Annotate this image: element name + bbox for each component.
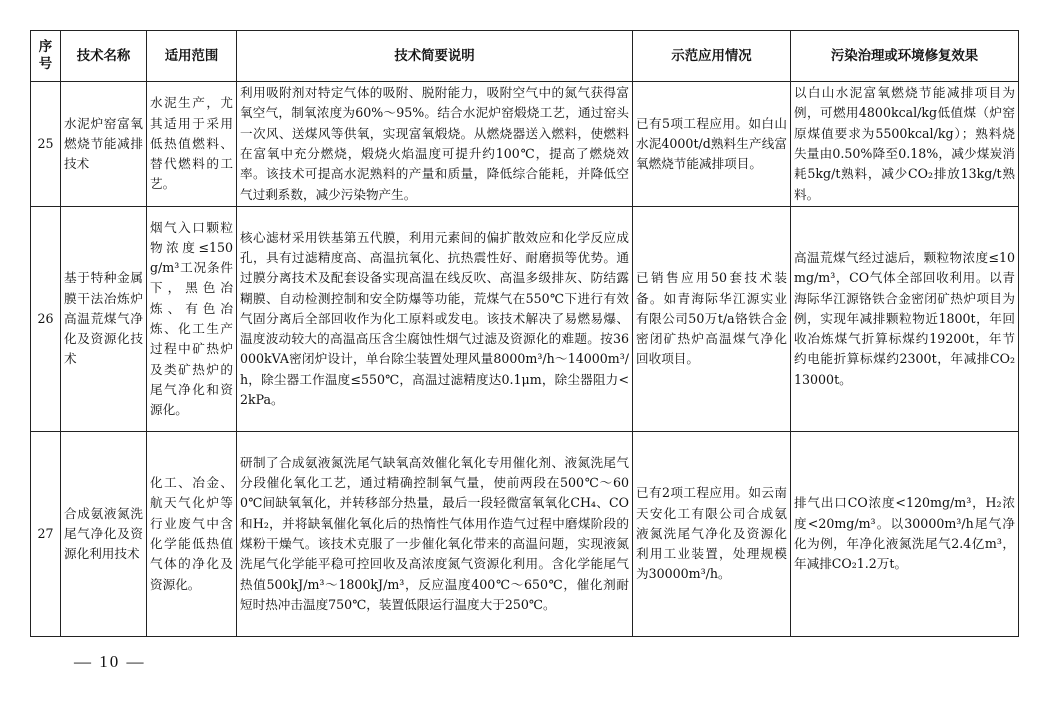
- demo-application: 已销售应用50套技术装备。如青海际华江源实业有限公司50万t/a铬铁合金密闭矿热炉高温煤气净化回收项目。: [633, 207, 791, 432]
- row-number: 25: [31, 82, 61, 207]
- description: 核心滤材采用铁基第五代膜，利用元素间的偏扩散效应和化学反应成孔，具有过滤精度高、高温抗氧化、抗热震性好、耐磨损等优势。通过膜分离技术及配套设备实现高温在线反吹、高温多级排灰、防结露糊膜、自动检测控制和安全防爆等功能，荒煤气在550℃下进行有效气固分离后全部回收作为化工原料或发电。该技术解决了易燃易爆、温度波动较大的高温高压含尘腐蚀性烟气过滤及资源化的难题。按36000kVA密闭炉设计，单台除尘装置处理风量8000m³/h～14000m³/h，除尘器工作温度≤550℃，高温过滤精度达0.1μm，除尘器阻力<2kPa。: [237, 207, 633, 432]
- description: 研制了合成氨液氮洗尾气缺氧高效催化氧化专用催化剂、液氮洗尾气分段催化氧化工艺，通过精确控制氧气量，使前两段在500℃～600℃间缺氧氧化，并转移部分热量，最后一段轻微富氧氧化CH₄、CO和H₂，并将缺氧催化氧化后的热惰性气体用作造气过程中磨煤阶段的煤粉干燥气。该技术克服了一步催化氧化带来的高温问题，实现液氮洗尾气化学能平稳可控回收及高浓度氮气资源化利用。含化学能尾气热值500kJ/m³～1800kJ/m³，反应温度400℃～650℃，催化剂耐短时热冲击温度750℃，装置低限运行温度大于250℃。: [237, 432, 633, 637]
- row-number: 26: [31, 207, 61, 432]
- effect: 排气出口CO浓度<120mg/m³，H₂浓度<20mg/m³。以30000m³/h尾气净化为例，年净化液氮洗尾气2.4亿m³，年减排CO₂1.2万t。: [791, 432, 1019, 637]
- table-row: [31, 207, 1019, 432]
- header-seq: 序号: [31, 31, 61, 82]
- table-header-row: [31, 31, 1019, 82]
- effect: 高温荒煤气经过滤后，颗粒物浓度≤10mg/m³，CO气体全部回收利用。以青海际华江源铬铁合金密闭矿热炉项目为例，实现年减排颗粒物近1800t，年回收冶炼煤气折算标煤约19200t，年节约电能折算标煤约2300t，年减排CO₂13000t。: [791, 207, 1019, 432]
- header-demo-application: 示范应用情况: [633, 31, 791, 82]
- row-number: 27: [31, 432, 61, 637]
- header-description: 技术简要说明: [237, 31, 633, 82]
- scope: 化工、冶金、航天气化炉等行业废气中含化学能低热值气体的净化及资源化。: [147, 432, 237, 637]
- header-tech-name: 技术名称: [61, 31, 147, 82]
- scope: 水泥生产，尤其适用于采用低热值燃料、替代燃料的工艺。: [147, 82, 237, 207]
- tech-name: 水泥炉窑富氧燃烧节能减排技术: [61, 82, 147, 207]
- page-number: — 10 —: [74, 652, 146, 671]
- effect: 以白山水泥富氧燃烧节能减排项目为例，可燃用4800kcal/kg低值煤（炉窑原煤值要求为5500kcal/kg）；熟料烧失量由0.50%降至0.18%，减少煤炭消耗5kg/t熟料，减少CO₂排放13kg/t熟料。: [791, 82, 1019, 207]
- table-row: [31, 432, 1019, 637]
- table-row: [31, 82, 1019, 207]
- demo-application: 已有5项工程应用。如白山水泥4000t/d熟料生产线富氧燃烧节能减排项目。: [633, 82, 791, 207]
- header-scope: 适用范围: [147, 31, 237, 82]
- description: 利用吸附剂对特定气体的吸附、脱附能力，吸附空气中的氮气获得富氧空气，制氧浓度为60%～95%。结合水泥炉窑煅烧工艺，通过窑头一次风、送煤风等供氧，实现富氧煅烧。从燃烧器送入燃料，使燃料在富氧中充分燃烧，煅烧火焰温度可提升约100℃，提高了燃烧效率。该技术可提高水泥熟料的产量和质量，降低综合能耗，并降低空气过剩系数，减少污染物产生。: [237, 82, 633, 207]
- scope: 烟气入口颗粒物浓度≤150g/m³工况条件下，黑色冶炼、有色冶炼、化工生产过程中矿热炉及类矿热炉的尾气净化和资源化。: [147, 207, 237, 432]
- technology-table: [30, 30, 1019, 637]
- header-effect: 污染治理或环境修复效果: [791, 31, 1019, 82]
- tech-name: 合成氨液氮洗尾气净化及资源化利用技术: [61, 432, 147, 637]
- tech-name: 基于特种金属膜干法冶炼炉高温荒煤气净化及资源化技术: [61, 207, 147, 432]
- demo-application: 已有2项工程应用。如云南天安化工有限公司合成氨液氮洗尾气净化及资源化利用工业装置，处理规模为30000m³/h。: [633, 432, 791, 637]
